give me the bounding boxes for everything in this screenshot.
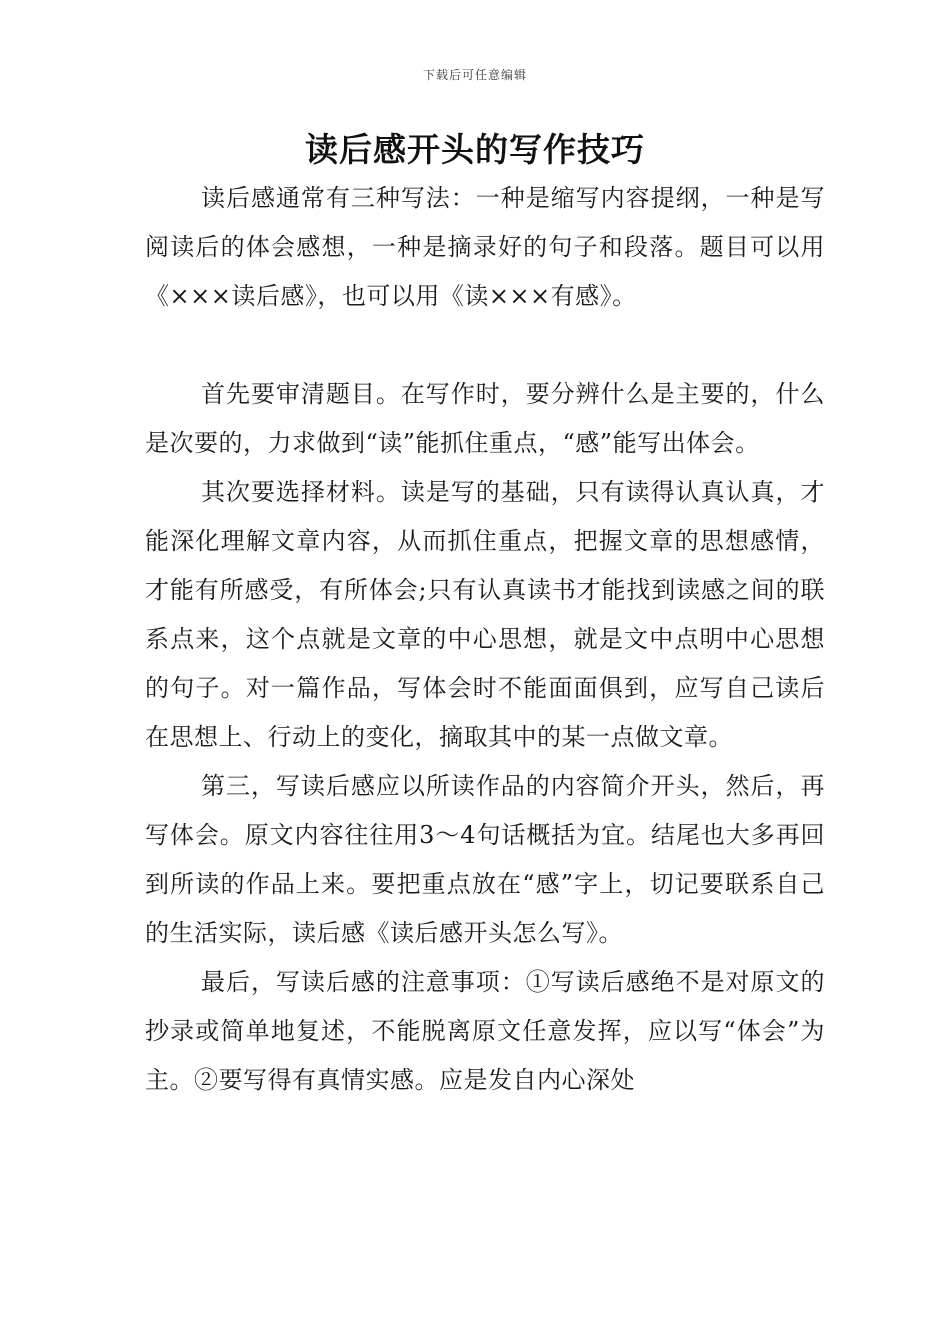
document-body	[145, 174, 825, 1105]
paragraph-third: 第三，写读后感应以所读作品的内容简介开头，然后，再写体会。原文内容往往用3～4句话概括为宜。结尾也大多再回到所读的作品上来。要把重点放在“感”字上，切记要联系自己的生活实际，读后感《读后感开头怎么写》。	[145, 772, 825, 947]
paragraph-intro: 读后感通常有三种写法：一种是缩写内容提纲，一种是写阅读后的体会感想，一种是摘录好的句子和段落。题目可以用《×××读后感》，也可以用《读×××有感》。	[145, 184, 825, 310]
document-title: 读后感开头的写作技巧	[305, 130, 645, 169]
paragraph-second: 其次要选择材料。读是写的基础，只有读得认真认真，才能深化理解文章内容，从而抓住重点，把握文章的思想感情，才能有所感受，有所体会;只有认真读书才能找到读感之间的联系点来，这个点就是文章的中心思想，就是文中点明中心思想的句子。对一篇作品，写体会时不能面面俱到，应写自己读后在思想上、行动上的变化，摘取其中的某一点做文章。	[145, 478, 825, 751]
header-note: 下载后可任意编辑	[422, 68, 527, 82]
paragraph-first: 首先要审清题目。在写作时，要分辨什么是主要的，什么是次要的，力求做到“读”能抓住重点，“感”能写出体会。	[145, 380, 825, 457]
paragraph-last: 最后，写读后感的注意事项：①写读后感绝不是对原文的抄录或简单地复述，不能脱离原文任意发挥，应以写“体会”为主。②要写得有真情实感。应是发自内心深处	[145, 968, 825, 1094]
